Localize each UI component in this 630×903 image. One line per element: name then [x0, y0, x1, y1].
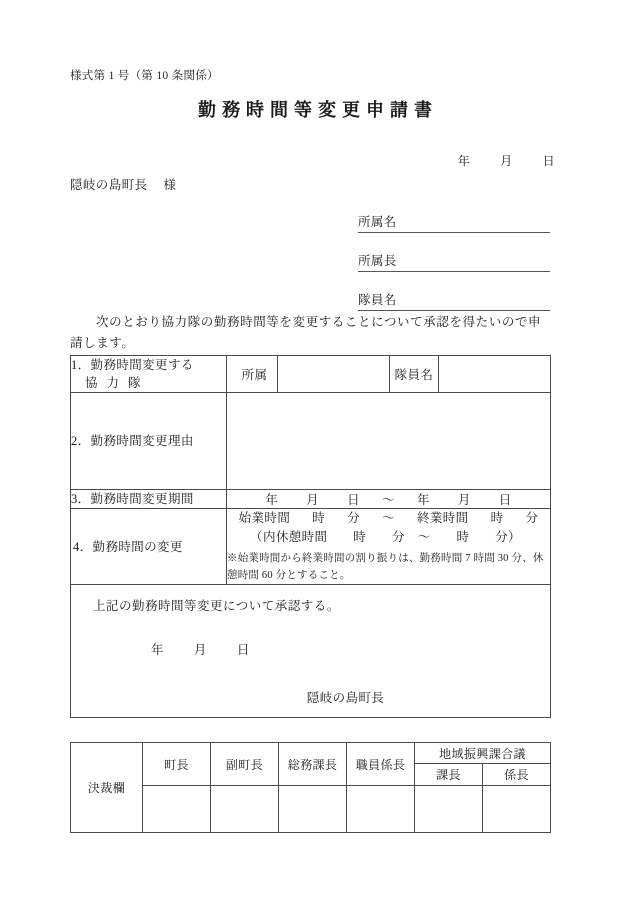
member-cell-label: 隊員名 [390, 356, 439, 393]
decision-stamp-subsection-chief[interactable] [483, 786, 551, 833]
period-input-cell[interactable] [227, 490, 551, 509]
page-title: 勤務時間等変更申請書 [198, 100, 438, 120]
row1-label [71, 356, 227, 393]
affiliation-head-label: 所属長 [358, 254, 397, 268]
affiliation-name-field[interactable] [358, 212, 550, 233]
start-hour-label: 時 [312, 511, 326, 525]
row3-label: 3．勤務時間変更期間 [71, 490, 227, 509]
approval-date-line[interactable] [71, 640, 550, 658]
decision-label: 決裁欄 [71, 743, 143, 833]
decision-col-section-chief: 課長 [415, 764, 483, 786]
decision-group-header: 地域振興課合議 [415, 743, 551, 764]
period-from-year: 年 [265, 493, 279, 507]
approval-block [71, 585, 551, 718]
approval-day-label: 日 [236, 643, 250, 657]
end-minute-label: 分 [525, 511, 539, 525]
decision-stamp-general-affairs-chief[interactable] [279, 786, 347, 833]
start-minute-label: 分 [347, 511, 361, 525]
period-from-month: 月 [306, 493, 320, 507]
addressee-honorific: 様 [163, 178, 177, 192]
work-hours-line [227, 509, 550, 528]
period-to-year: 年 [416, 493, 430, 507]
table-row-target-member [71, 356, 551, 393]
hours-range-mark: ～ [382, 511, 395, 525]
table-row-period [71, 490, 551, 509]
reason-input-cell[interactable] [227, 393, 551, 490]
row1-label-line1: 1．勤務時間変更する [71, 358, 194, 372]
decision-col-deputy-mayor: 副町長 [211, 743, 279, 786]
application-table [70, 355, 551, 718]
row1-label-line2: 協力隊 [85, 376, 150, 390]
decision-col-mayor: 町長 [143, 743, 211, 786]
decision-col-subsection-chief: 係長 [483, 764, 551, 786]
decision-col-general-affairs-chief: 総務課長 [279, 743, 347, 786]
hours-change-note: ※始業時間から終業時間の割り振りは、勤務時間 7 時間 30 分、休憩時間 60 分とすること。 [227, 553, 544, 581]
affiliation-cell-label: 所属 [227, 356, 278, 393]
period-to-month: 月 [457, 493, 471, 507]
row2-label: 2．勤務時間変更理由 [71, 393, 227, 490]
period-from-day: 日 [347, 493, 361, 507]
table-row-approval [71, 585, 551, 718]
decision-stamp-row [71, 786, 551, 833]
date-day-label: 日 [542, 154, 555, 168]
affiliation-input-cell[interactable] [278, 356, 390, 393]
approval-month-label: 月 [193, 643, 207, 657]
affiliation-head-field[interactable] [358, 251, 550, 272]
addressee [70, 175, 176, 193]
member-name-label: 隊員名 [358, 293, 397, 307]
decision-stamp-staff-section-chief[interactable] [347, 786, 415, 833]
table-row-reason [71, 393, 551, 490]
row4-label: 4．勤務時間の変更 [71, 509, 227, 585]
application-date-line [458, 152, 555, 169]
approval-signer: 隠岐の島町長 [306, 691, 385, 705]
period-range-mark: ～ [382, 493, 395, 507]
start-time-label: 始業時間 [238, 511, 291, 525]
affiliation-name-label: 所属名 [358, 215, 397, 229]
approval-year-label: 年 [151, 643, 164, 657]
table-row-hours-change [71, 509, 551, 585]
form-number: 様式第 1 号（第 10 条関係） [70, 70, 219, 82]
intro-paragraph: 次のとおり協力隊の勤務時間等を変更することについて承認を得たいので申請します。 [70, 315, 542, 350]
period-to-day: 日 [498, 493, 512, 507]
end-time-label: 終業時間 [416, 511, 469, 525]
date-month-label: 月 [500, 154, 513, 168]
addressee-name: 隠岐の島町長 [70, 178, 148, 192]
decision-header-row [71, 743, 551, 764]
decision-stamp-section-chief[interactable] [415, 786, 483, 833]
approval-statement: 上記の勤務時間等変更について承認する。 [93, 599, 340, 613]
decision-stamp-deputy-mayor[interactable] [211, 786, 279, 833]
decision-col-staff-section-chief: 職員係長 [347, 743, 415, 786]
hours-change-cell[interactable] [227, 509, 551, 585]
decision-table [70, 742, 551, 833]
date-year-label: 年 [457, 154, 471, 168]
end-hour-label: 時 [490, 511, 504, 525]
decision-stamp-mayor[interactable] [143, 786, 211, 833]
member-input-cell[interactable] [439, 356, 551, 393]
break-time-line: （内休憩時間 時 分 ～ 時 分） [250, 530, 521, 544]
member-name-field[interactable] [358, 290, 550, 311]
